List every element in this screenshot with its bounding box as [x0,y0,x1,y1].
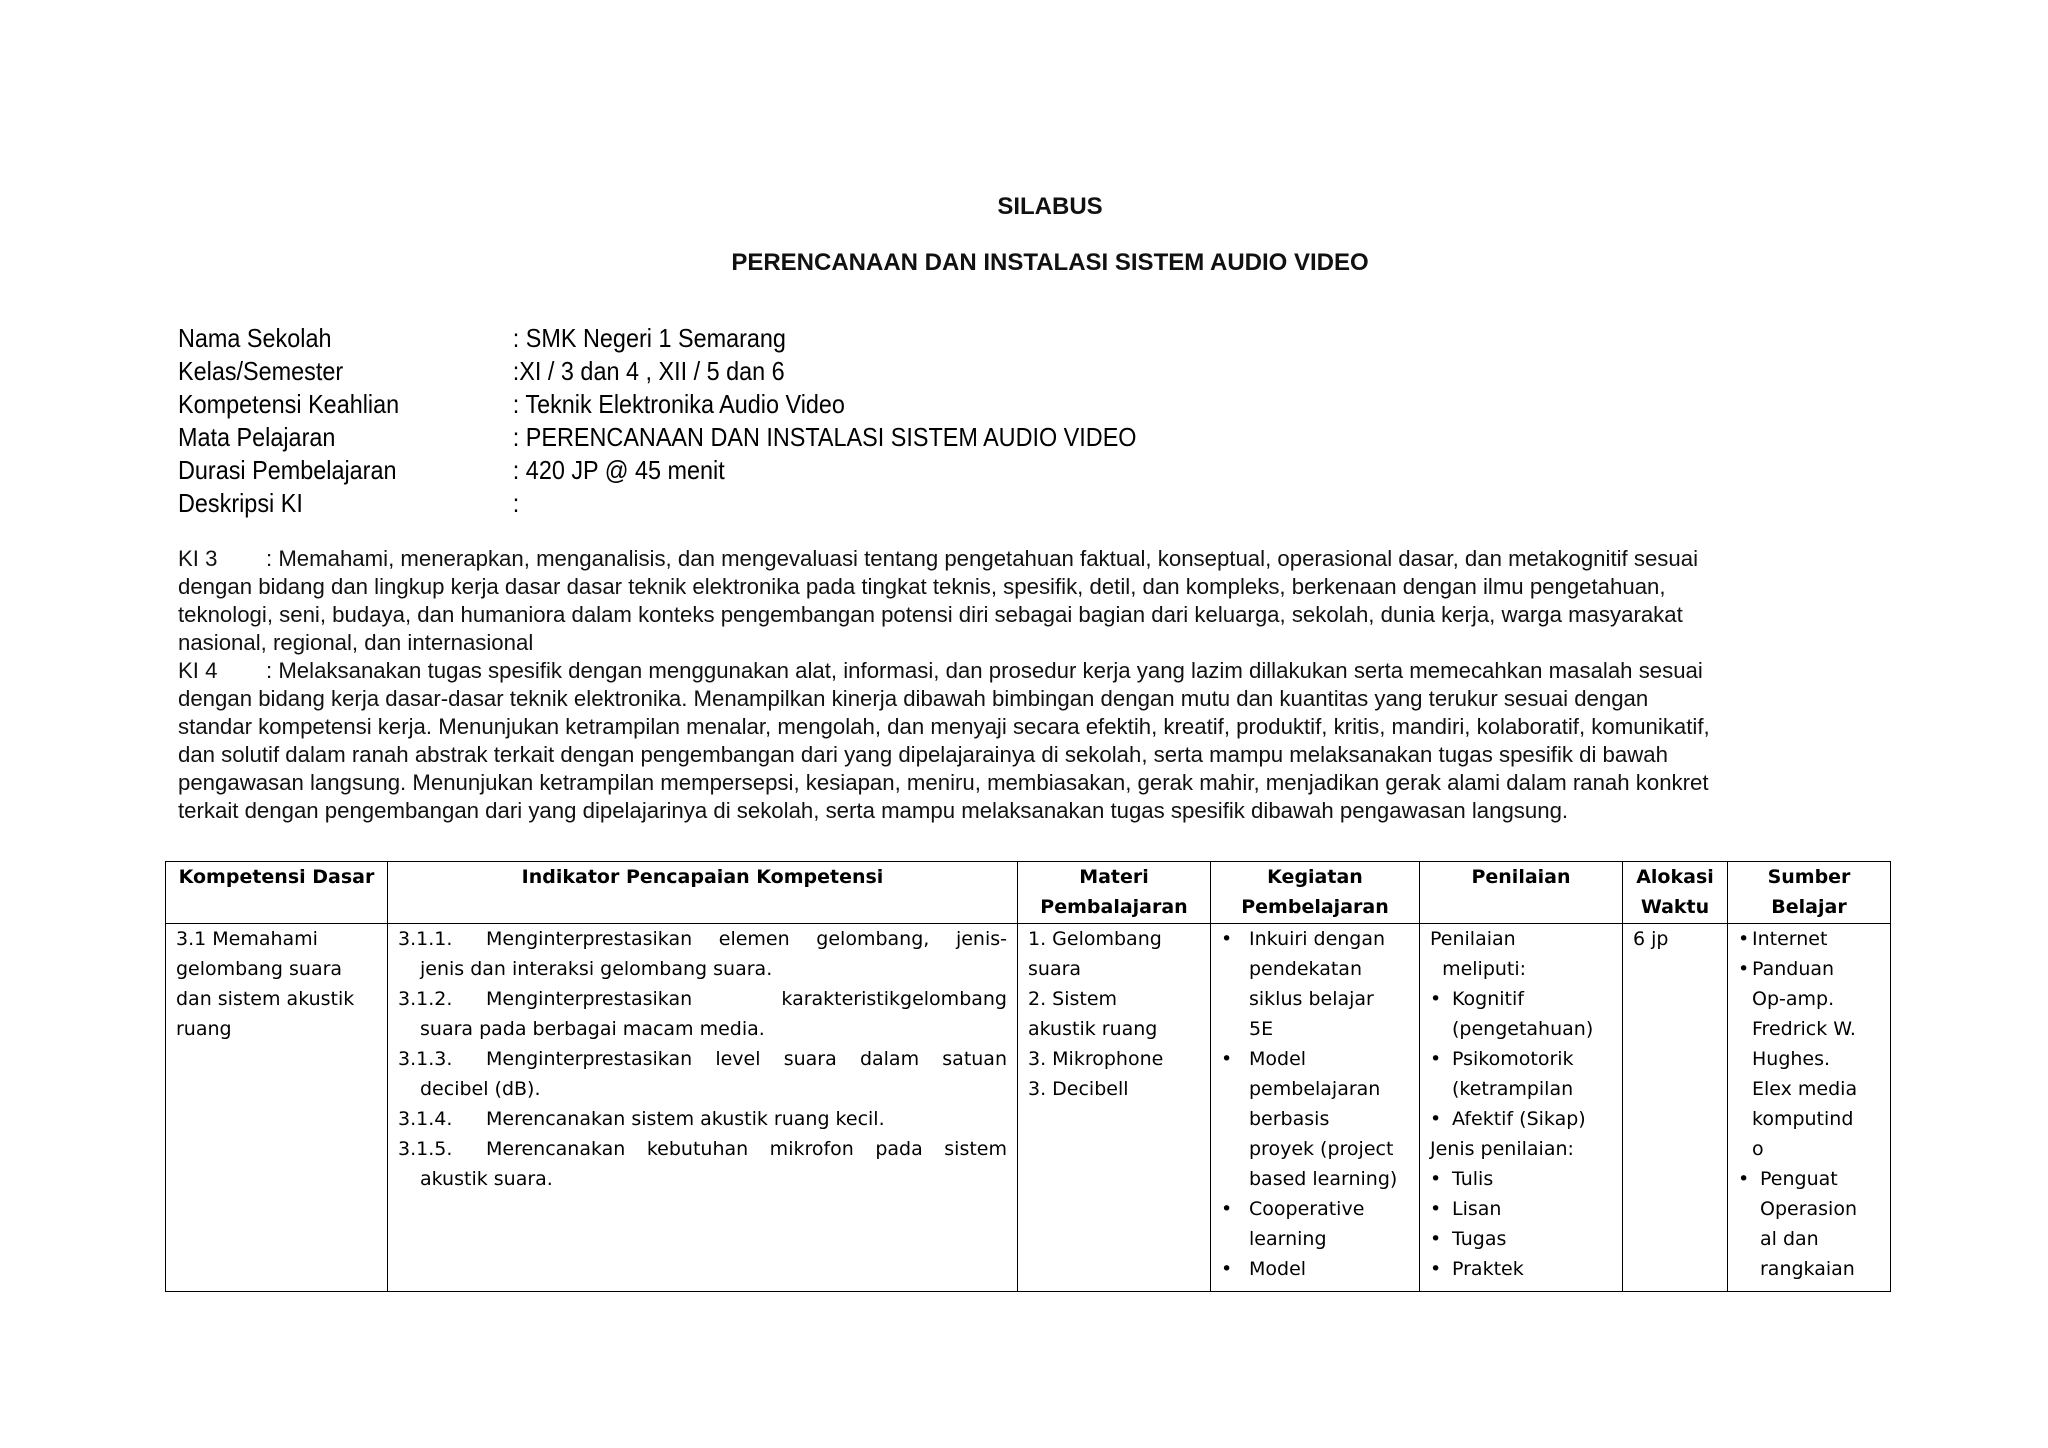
info-label: Mata Pelajaran [178,422,336,452]
header-text: Alokasi [1636,866,1714,888]
ki4-line: standar kompetensi kerja. Menunjukan ketrampilan menalar, mengolah, dan menyaji secara efektih, kreatif, produktif, kritis, mandiri, kolaboratif, komunikatif, [178,714,1710,739]
indicator-item [398,924,1007,954]
bullet-item [1738,954,1880,1164]
table-row [166,924,1891,1292]
indicator-continuation: jenis dan interaksi gelombang suara. [420,958,773,980]
bullet-item [1738,1164,1880,1284]
indicator-text: Menginterprestasikan elemen gelombang, jenis- [486,928,1007,950]
indicator-item [398,1044,1007,1074]
cell-line: 3. Mikrophone [1028,1048,1164,1070]
bullet-item [1430,1164,1612,1194]
header-text: Kegiatan [1267,866,1363,888]
header-materi [1018,862,1211,924]
header-text: Pembelajaran [1241,896,1389,918]
ki3-line: dengan bidang dan lingkup kerja dasar dasar teknik elektronika pada tingkat teknis, spesifik, detil, dan kompleks, berkenaan dengan ilmu pengetahuan, [178,574,1666,599]
bullet-item [1430,1104,1612,1134]
info-row-ki [178,487,1137,520]
info-row-subject [178,421,1137,454]
cell-line: Jenis penilaian: [1430,1138,1574,1160]
ki4-line: dan solutif dalam ranah abstrak terkait dengan pengembangan dari yang dipelajarainya di sekolah, serta mampu melaksanakan tugas spesifik di bawah [178,742,1668,767]
bullet-icon: • [1221,1048,1233,1070]
header-text: Penilaian [1471,866,1571,888]
indicator-text: Merencanakan sistem akustik ruang kecil. [486,1108,885,1130]
indicator-text: Menginterprestasikan level suara dalam satuan [486,1048,1007,1070]
bullet-icon: • [1430,1048,1442,1070]
ki3-text: : Memahami, menerapkan, menganalisis, dan mengevaluasi tentang pengetahuan faktual, konseptual, operasional dasar, dan metakognitif sesuai [266,546,1699,571]
info-row-competency [178,388,1137,421]
bullet-item [1221,924,1409,1044]
ki4-key: KI 4 [178,658,218,683]
bullet-text: Lisan [1452,1198,1502,1220]
header-text: Indikator Pencapaian Kompetensi [521,866,884,888]
indicator-continuation: suara pada berbagai macam media. [420,1018,765,1040]
cell-line: suara [1028,958,1082,980]
header-text: Pembalajaran [1040,896,1188,918]
indicator-number: 3.1.1. [398,928,453,950]
cell-materi [1018,924,1211,1292]
info-row-class [178,355,1137,388]
ki3-line: nasional, regional, dan internasional [178,630,534,655]
cell-indikator [388,924,1018,1292]
ki3-line [178,545,1884,573]
header-sumber [1728,862,1891,924]
info-value: : [512,488,520,518]
bullet-item [1221,1194,1409,1254]
header-text: Materi [1079,866,1149,888]
info-value: : 420 JP @ 45 menit [512,455,725,485]
cell-kegiatan [1211,924,1420,1292]
cell-line: 3. Decibell [1028,1078,1129,1100]
bullet-icon: • [1221,1258,1233,1280]
bullet-icon: • [1430,1228,1442,1250]
table-header-row [166,862,1891,924]
ki-description [178,545,1884,825]
header-kompetensi-dasar [166,862,388,924]
header-text: Kompetensi Dasar [178,866,375,888]
indicator-number: 3.1.3. [398,1048,453,1070]
bullet-text: Kognitif (pengetahuan) [1452,988,1594,1040]
bullet-icon: • [1430,1168,1442,1190]
info-row-duration [178,454,1137,487]
bullet-item [1430,1194,1612,1224]
bullet-item [1430,1224,1612,1254]
bullet-icon: • [1221,1198,1233,1220]
bullet-icon: • [1430,988,1442,1010]
header-penilaian [1420,862,1623,924]
indicator-item [398,1104,1007,1134]
bullet-item [1430,1044,1612,1104]
bullet-text: Tugas [1452,1228,1507,1250]
cell-penilaian [1420,924,1623,1292]
info-label: Nama Sekolah [178,323,332,353]
cell-line: dan sistem akustik [176,988,355,1010]
info-label: Kompetensi Keahlian [178,389,400,419]
header-text: Waktu [1640,896,1710,918]
bullet-icon: • [1221,928,1233,950]
info-row-school [178,322,1137,355]
bullet-icon: • [1430,1258,1442,1280]
header-text: Belajar [1771,896,1847,918]
cell-line: Penilaian [1430,928,1516,950]
bullet-text: Praktek [1452,1258,1524,1280]
bullet-item [1430,984,1612,1044]
bullet-item [1221,1044,1409,1194]
indicator-item [398,984,1007,1014]
bullet-icon: • [1430,1198,1442,1220]
indicator-number: 3.1.4. [398,1108,453,1130]
indicator-text: Menginterprestasikan karakteristikgelombang [486,988,1007,1010]
header-alokasi [1623,862,1728,924]
bullet-icon: • [1738,928,1750,950]
cell-kompetensi-dasar [166,924,388,1292]
info-label: Durasi Pembelajaran [178,455,397,485]
ki3-line: teknologi, seni, budaya, dan humaniora dalam konteks pengembangan potensi diri sebagai bagian dari keluarga, sekolah, dunia kerja, warga masyarakat [178,602,1683,627]
header-kegiatan [1211,862,1420,924]
bullet-icon: • [1738,1168,1750,1190]
bullet-text: Model pembelajaran berbasis proyek (project based learning) [1249,1048,1398,1190]
bullet-text: Penguat Operasion al dan rangkaian [1760,1168,1858,1280]
indicator-text: Merencanakan kebutuhan mikrofon pada sistem [486,1138,1007,1160]
info-value: : PERENCANAAN DAN INSTALASI SISTEM AUDIO VIDEO [512,422,1137,452]
cell-line: 2. Sistem [1028,988,1118,1010]
bullet-text: Inkuiri dengan pendekatan siklus belajar 5E [1249,928,1386,1040]
ki4-line: terkait dengan pengembangan dari yang dipelajarinya di sekolah, serta mampu melaksanakan tugas spesifik dibawah pengawasan langsung. [178,798,1569,823]
bullet-text: Model [1249,1258,1307,1280]
cell-line: 1. Gelombang [1028,928,1162,950]
bullet-text: Internet [1752,928,1828,950]
document-subtitle: PERENCANAAN DAN INSTALASI SISTEM AUDIO VIDEO [731,249,1369,276]
bullet-text: Cooperative learning [1249,1198,1365,1250]
cell-line: meliputi: [1430,958,1527,980]
bullet-text: Panduan Op-amp. Fredrick W. Hughes. Elex media komputind o [1752,958,1858,1160]
header-indikator [388,862,1018,924]
silabus-table [165,861,1891,1292]
identity-block [178,322,1137,520]
bullet-icon: • [1430,1108,1442,1130]
bullet-icon: • [1738,958,1750,980]
cell-line: 3.1 Memahami [176,928,318,950]
cell-line: 6 jp [1633,928,1669,950]
cell-line: ruang [176,1018,232,1040]
bullet-item [1430,1254,1612,1284]
indicator-continuation: decibel (dB). [420,1078,541,1100]
document-title: SILABUS [997,193,1103,220]
info-value: : SMK Negeri 1 Semarang [512,323,786,353]
ki3-key: KI 3 [178,546,218,571]
indicator-continuation: akustik suara. [420,1168,553,1190]
indicator-item [398,1134,1007,1164]
cell-alokasi [1623,924,1728,1292]
header-text: Sumber [1767,866,1851,888]
bullet-item [1738,924,1880,954]
indicator-number: 3.1.5. [398,1138,453,1160]
bullet-text: Tulis [1452,1168,1494,1190]
info-value: :XI / 3 dan 4 , XII / 5 dan 6 [512,356,785,386]
bullet-text: Afektif (Sikap) [1452,1108,1586,1130]
indicator-number: 3.1.2. [398,988,453,1010]
info-value: : Teknik Elektronika Audio Video [512,389,845,419]
ki4-text: : Melaksanakan tugas spesifik dengan menggunakan alat, informasi, dan prosedur kerja yang lazim dillakukan serta memecahkan masalah sesuai [266,658,1703,683]
ki4-line: dengan bidang kerja dasar-dasar teknik elektronika. Menampilkan kinerja dibawah bimbingan dengan mutu dan kuantitas yang terukur sesuai dengan [178,686,1649,711]
cell-sumber [1728,924,1891,1292]
cell-line: akustik ruang [1028,1018,1158,1040]
bullet-text: Psikomotorik (ketrampilan [1452,1048,1574,1100]
ki4-line: pengawasan langsung. Menunjukan ketrampilan mempersepsi, kesiapan, meniru, membiasakan, gerak mahir, menjadikan gerak alami dalam ranah konkret [178,770,1709,795]
cell-line: gelombang suara [176,958,343,980]
info-label: Kelas/Semester [178,356,344,386]
info-label: Deskripsi KI [178,488,303,518]
bullet-item [1221,1254,1409,1284]
ki4-line [178,657,1884,685]
